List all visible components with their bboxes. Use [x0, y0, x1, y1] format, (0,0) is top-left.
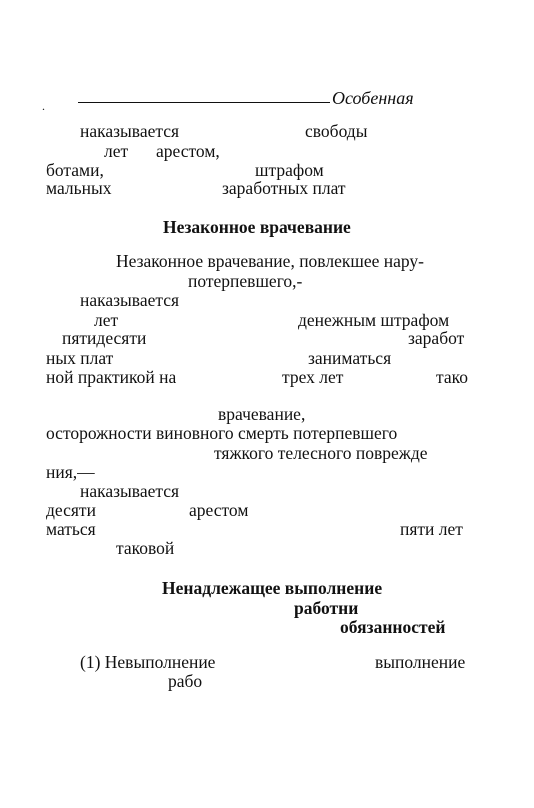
text-line: потерпевшего,- — [188, 271, 303, 291]
text-line: лет — [94, 310, 119, 330]
text-line: врачевание, — [218, 404, 306, 424]
text-line: пяти лет — [400, 519, 463, 539]
text-line: заниматься — [308, 348, 392, 368]
text-line: пятидесяти — [62, 328, 147, 348]
text-line: свободы — [305, 121, 368, 141]
text-line: арестом — [189, 500, 249, 520]
text-line: ных плат — [46, 348, 114, 368]
text-line: мальных — [46, 178, 112, 198]
text-line: заработ — [408, 328, 465, 348]
text-line: Незаконное врачевание, повлекшее нару- — [116, 251, 424, 271]
section-heading: Незаконное врачевание — [163, 217, 351, 237]
text-line: выполнение — [375, 652, 466, 672]
text-line: тяжкого телесного поврежде — [214, 443, 428, 463]
text-line: (1) Невыполнение — [80, 652, 216, 672]
text-line: таковой — [116, 538, 175, 558]
section-heading: обязанностей — [340, 617, 446, 637]
text-line: трех лет — [282, 367, 344, 387]
text-line: наказывается — [80, 290, 180, 310]
text-line: ботами, — [46, 160, 104, 180]
text-line: денежным штрафом — [298, 310, 450, 330]
text-line: заработных плат — [222, 178, 346, 198]
text-line: десяти — [46, 500, 96, 520]
header-section-title: Особенная — [332, 88, 414, 108]
header-rule — [78, 102, 330, 103]
text-line: ной практикой на — [46, 367, 177, 387]
text-line: тако — [436, 367, 468, 387]
text-line: осторожности виновного смерть потерпевшего — [46, 423, 398, 443]
header-mark: . — [42, 99, 45, 113]
section-heading: работни — [294, 598, 359, 618]
text-line: наказывается — [80, 121, 180, 141]
text-line: штрафом — [255, 160, 324, 180]
section-heading: Ненадлежащее выполнение — [162, 578, 383, 598]
text-line: арестом, — [156, 141, 220, 161]
text-line: маться — [46, 519, 96, 539]
text-line: лет — [104, 141, 129, 161]
text-line: рабо — [168, 671, 203, 691]
text-line: ния,— — [46, 462, 95, 482]
text-line: наказывается — [80, 481, 180, 501]
